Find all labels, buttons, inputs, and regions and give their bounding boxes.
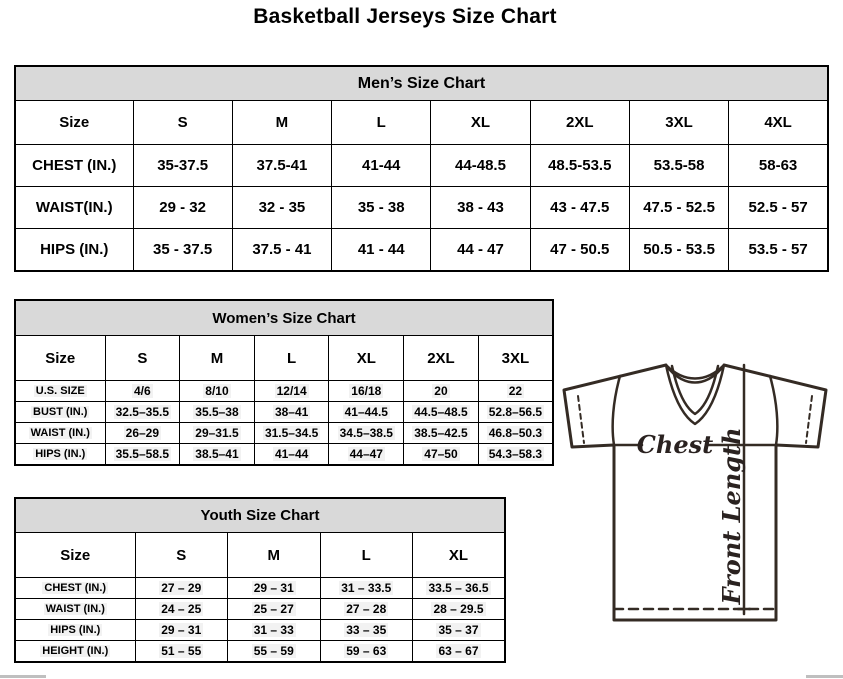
size-value: 33.5 – 36.5	[428, 581, 489, 595]
jersey-measurement-diagram	[556, 356, 843, 628]
jersey-right-cuff-stitch	[806, 396, 812, 443]
womens-size-chart-table	[14, 299, 554, 466]
size-value: 63 – 67	[438, 644, 479, 658]
size-value-cell	[135, 599, 228, 620]
row-label-text: U.S. SIZE	[35, 385, 85, 397]
size-value-cell	[413, 578, 506, 599]
row-label	[15, 402, 105, 423]
table-row	[15, 641, 505, 663]
size-value: 38.5–42.5	[414, 426, 468, 440]
size-value-cell	[478, 444, 553, 466]
size-value-cell	[228, 641, 321, 663]
size-value-cell	[329, 444, 404, 466]
table-row	[15, 300, 553, 336]
size-value-cell: 41 - 44	[332, 229, 431, 272]
col-header: XL	[329, 336, 404, 381]
size-value-cell	[404, 444, 479, 466]
col-header: M	[180, 336, 255, 381]
size-value: 35 – 37	[438, 623, 479, 637]
size-value: 31 – 33.5	[341, 581, 392, 595]
row-label	[15, 599, 135, 620]
table-row	[15, 145, 828, 187]
size-value: 29 – 31	[253, 581, 294, 595]
row-label-text: BUST (IN.)	[33, 406, 88, 418]
row-label-text: WAIST (IN.)	[45, 603, 105, 615]
table-row	[15, 423, 553, 444]
page-title: Basketball Jerseys Size Chart	[253, 5, 557, 28]
size-value-cell: 50.5 - 53.5	[629, 229, 728, 272]
size-value-cell: 53.5 - 57	[729, 229, 828, 272]
size-value-cell	[105, 402, 180, 423]
col-header: S	[135, 533, 228, 578]
col-header: M	[228, 533, 321, 578]
size-value: 22	[508, 384, 523, 398]
table-row	[15, 620, 505, 641]
col-header: 3XL	[478, 336, 553, 381]
size-value-cell	[320, 578, 413, 599]
size-value: 54.3–58.3	[488, 447, 543, 461]
row-label: HIPS (IN.)	[15, 229, 133, 272]
size-value: 27 – 28	[346, 602, 387, 616]
size-value-cell: 48.5-53.5	[530, 145, 629, 187]
size-value: 29–31.5	[195, 426, 239, 440]
col-header: S	[133, 101, 232, 145]
size-value: 34.5–38.5	[339, 426, 393, 440]
size-value-cell: 29 - 32	[133, 187, 232, 229]
col-header: 4XL	[729, 101, 828, 145]
size-value-cell	[180, 423, 255, 444]
size-value: 26–29	[125, 426, 160, 440]
horizontal-scrollbar-fragment[interactable]	[806, 675, 843, 678]
table-row	[15, 444, 553, 466]
size-value: 35.5–58.5	[115, 447, 170, 461]
row-label-text: WAIST (IN.)	[30, 427, 90, 439]
size-value-cell	[404, 381, 479, 402]
size-value: 31 – 33	[253, 623, 294, 637]
size-value: 32.5–35.5	[115, 405, 170, 419]
size-value-cell	[329, 423, 404, 444]
size-value-cell	[228, 599, 321, 620]
size-value-cell	[180, 402, 255, 423]
size-value: 4/6	[133, 384, 151, 398]
size-value: 12/14	[276, 384, 307, 398]
size-value: 52.8–56.5	[488, 405, 543, 419]
table-row	[15, 599, 505, 620]
col-header: 2XL	[404, 336, 479, 381]
size-value: 29 – 31	[161, 623, 202, 637]
row-label	[15, 423, 105, 444]
table-row	[15, 498, 505, 533]
size-value-cell: 44 - 47	[431, 229, 530, 272]
size-value-cell	[135, 578, 228, 599]
size-value: 24 – 25	[161, 602, 202, 616]
size-value-cell	[254, 444, 329, 466]
table-row	[15, 533, 505, 578]
youth-size-chart-table	[14, 497, 506, 663]
row-label-text: HIPS (IN.)	[50, 624, 101, 636]
size-value-cell: 41-44	[332, 145, 431, 187]
size-value-cell	[135, 620, 228, 641]
size-value-cell	[105, 381, 180, 402]
col-header: Size	[15, 101, 133, 145]
col-header: M	[232, 101, 331, 145]
size-value-cell	[478, 402, 553, 423]
table-row	[15, 381, 553, 402]
col-header: Size	[15, 336, 105, 381]
size-value-cell: 58-63	[729, 145, 828, 187]
size-value: 55 – 59	[253, 644, 294, 658]
table-row	[15, 402, 553, 423]
youth-chart-title: Youth Size Chart	[15, 498, 505, 533]
size-value-cell	[413, 599, 506, 620]
size-value: 35.5–38	[195, 405, 239, 419]
size-value: 20	[434, 384, 448, 398]
size-value-cell	[135, 641, 228, 663]
row-label	[15, 444, 105, 466]
table-row	[15, 578, 505, 599]
mens-chart-title: Men’s Size Chart	[15, 66, 828, 101]
col-header: S	[105, 336, 180, 381]
size-value-cell: 32 - 35	[232, 187, 331, 229]
col-header: L	[320, 533, 413, 578]
size-value-cell: 47 - 50.5	[530, 229, 629, 272]
size-value: 27 – 29	[161, 581, 202, 595]
row-label-text: CHEST (IN.)	[44, 582, 107, 594]
size-value-cell	[478, 423, 553, 444]
jersey-right-armhole-seam	[770, 376, 777, 445]
row-label	[15, 578, 135, 599]
size-value-cell: 37.5-41	[232, 145, 331, 187]
size-value: 31.5–34.5	[264, 426, 319, 440]
table-row	[15, 229, 828, 272]
size-value-cell: 35-37.5	[133, 145, 232, 187]
size-value-cell	[180, 381, 255, 402]
size-value-cell	[413, 641, 506, 663]
size-value-cell: 43 - 47.5	[530, 187, 629, 229]
col-header: XL	[431, 101, 530, 145]
size-value-cell	[228, 578, 321, 599]
size-value-cell	[404, 423, 479, 444]
size-value-cell	[478, 381, 553, 402]
size-value-cell	[105, 423, 180, 444]
size-value-cell	[228, 620, 321, 641]
size-value-cell	[320, 641, 413, 663]
front-length-label: Front Length	[717, 427, 746, 605]
col-header: XL	[413, 533, 506, 578]
jersey-outline-shape	[564, 365, 826, 620]
col-header: L	[332, 101, 431, 145]
size-value: 38–41	[274, 405, 309, 419]
size-value: 41–44.5	[344, 405, 388, 419]
mens-size-chart-table	[14, 65, 829, 272]
chest-label: Chest	[636, 430, 714, 459]
row-label-text: HIPS (IN.)	[35, 448, 86, 460]
size-value-cell	[329, 381, 404, 402]
row-label	[15, 641, 135, 663]
table-row	[15, 187, 828, 229]
size-value: 41–44	[274, 447, 309, 461]
size-value-cell: 52.5 - 57	[729, 187, 828, 229]
size-value: 59 – 63	[346, 644, 387, 658]
table-row	[15, 336, 553, 381]
size-value: 44.5–48.5	[414, 405, 468, 419]
size-value: 16/18	[351, 384, 382, 398]
size-value-cell: 38 - 43	[431, 187, 530, 229]
size-value: 47–50	[424, 447, 458, 461]
jersey-left-cuff-stitch	[578, 396, 584, 443]
size-value-cell	[254, 423, 329, 444]
size-value: 25 – 27	[253, 602, 294, 616]
row-label: CHEST (IN.)	[15, 145, 133, 187]
size-value: 46.8–50.3	[488, 426, 543, 440]
size-value-cell: 35 - 38	[332, 187, 431, 229]
size-value-cell: 53.5-58	[629, 145, 728, 187]
size-value: 44–47	[349, 447, 383, 461]
row-label: WAIST(IN.)	[15, 187, 133, 229]
size-value: 33 – 35	[346, 623, 387, 637]
col-header: 2XL	[530, 101, 629, 145]
table-row	[15, 101, 828, 145]
row-label	[15, 381, 105, 402]
size-value-cell: 47.5 - 52.5	[629, 187, 728, 229]
row-label	[15, 620, 135, 641]
size-value: 28 – 29.5	[433, 602, 484, 616]
size-value: 51 – 55	[161, 644, 202, 658]
size-value-cell: 37.5 - 41	[232, 229, 331, 272]
size-value-cell	[413, 620, 506, 641]
col-header: L	[254, 336, 329, 381]
jersey-left-armhole-seam	[613, 376, 620, 445]
size-value-cell: 35 - 37.5	[133, 229, 232, 272]
size-value-cell	[254, 402, 329, 423]
size-value-cell	[320, 599, 413, 620]
size-value-cell	[254, 381, 329, 402]
col-header: 3XL	[629, 101, 728, 145]
table-row	[15, 66, 828, 101]
size-value-cell	[180, 444, 255, 466]
horizontal-scrollbar-fragment[interactable]	[0, 675, 46, 678]
row-label-text: HEIGHT (IN.)	[42, 645, 109, 657]
col-header: Size	[15, 533, 135, 578]
size-value-cell	[105, 444, 180, 466]
womens-chart-title: Women’s Size Chart	[15, 300, 553, 336]
size-value-cell	[404, 402, 479, 423]
size-value: 38.5–41	[195, 447, 239, 461]
size-value-cell	[320, 620, 413, 641]
size-value-cell	[329, 402, 404, 423]
size-value: 8/10	[205, 384, 229, 398]
size-value-cell: 44-48.5	[431, 145, 530, 187]
